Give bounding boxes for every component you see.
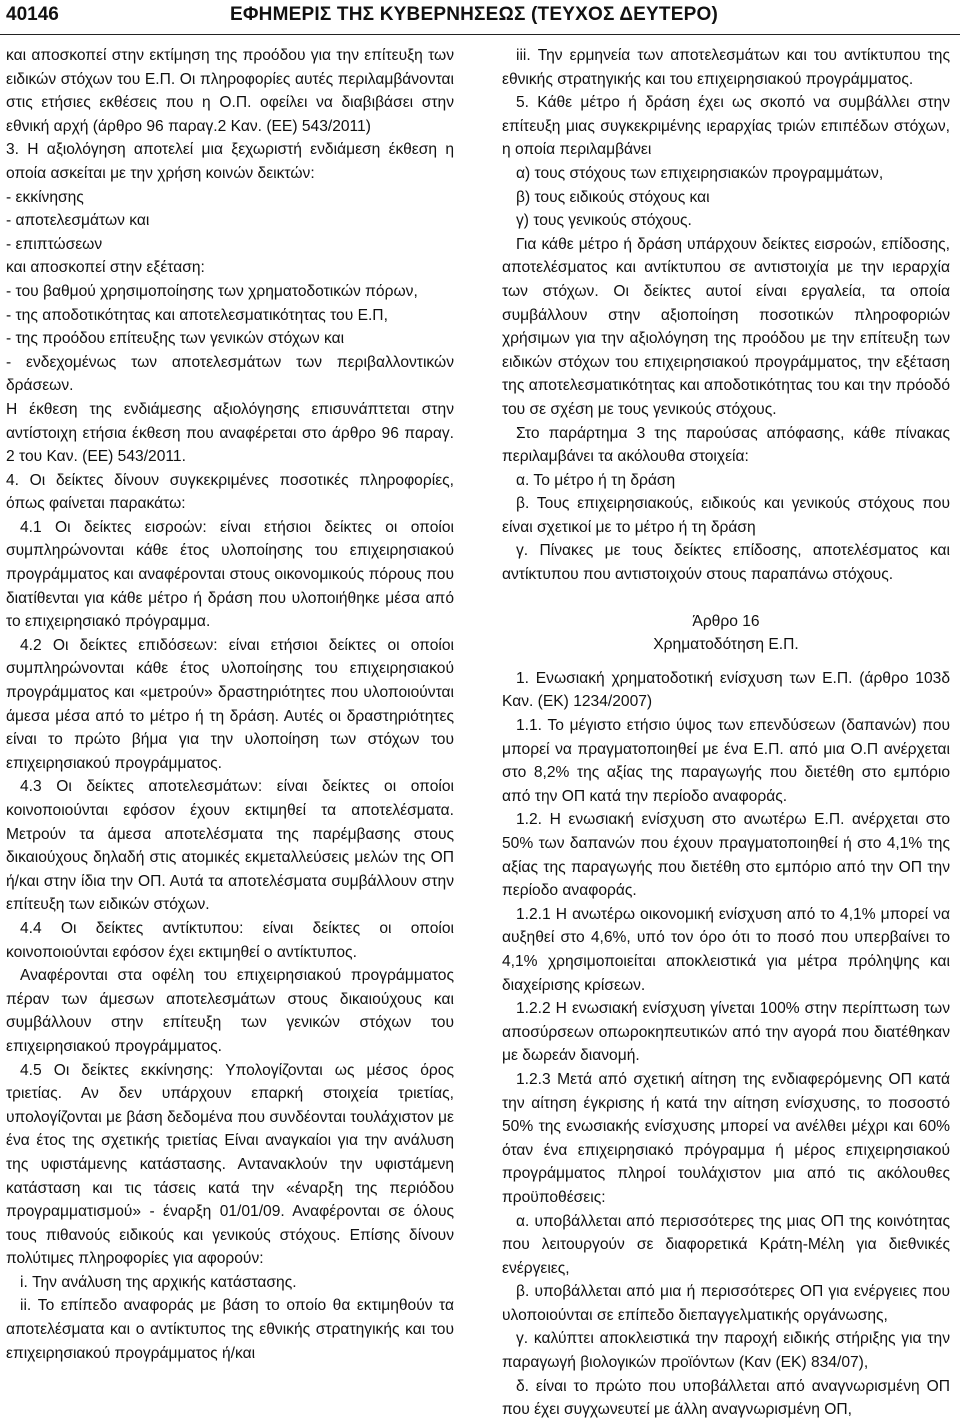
paragraph: iii. Την ερμηνεία των αποτελεσμάτων και του αντίκτυπου της εθνικής στρατηγικής και του επιχειρησιακού προγράμματος. xyxy=(502,47,950,88)
paragraph: 4.1 Οι δείκτες εισροών: είναι ετήσιοι δείκτες οι οποίοι συμπληρώνονται κάθε έτος υλοποίησης του επιχειρησιακού προγράμματος και αναφέρονται στους οικονομικούς πόρους που διατίθενται για κάθε μέτρο ή δράση που υλοποιήθηκε μέσα από το επιχειρησιακό πρόγραμμα. xyxy=(6,518,454,631)
paragraph: ii. Το επίπεδο αναφοράς με βάση το οποίο θα εκτιμηθούν τα αποτελέσματα και ο αντίκτυπος της εθνικής στρατηγικής και του επιχειρησιακού προγράμματος ή/και xyxy=(6,1297,454,1362)
paragraph: β. υποβάλλεται από μια ή περισσότερες ΟΠ για ενέργειες που υλοποιούνται σε επίπεδο διεπαγγελματικής οργάνωσης, xyxy=(502,1283,950,1324)
paragraph: 4. Οι δείκτες δίνουν συγκεκριμένες ποσοτικές πληροφορίες, όπως φαίνεται παρακάτω: xyxy=(6,471,454,513)
paragraph: i. Την ανάλυση της αρχικής κατάστασης. xyxy=(20,1273,297,1291)
paragraph: - αποτελεσμάτων και xyxy=(6,212,150,230)
paragraph: και αποσκοπεί στην εκτίμηση της προόδου για την επίτευξη των ειδικών στόχων του Ε.Π. Οι πληροφορίες αυτές περιλαμβάνονται στις ετήσιες εκθέσεις που η Ο.Π. οφείλει να διαβιβάσει στην εθνική αρχή (άρθρο 96 παραγ.2 Καν. (ΕΕ) 543/2011) xyxy=(6,47,454,135)
article-title: Χρηματοδότηση Ε.Π. xyxy=(653,636,799,654)
paragraph: γ) τους γενικούς στόχους. xyxy=(516,212,692,230)
page-number: 40146 xyxy=(6,4,59,25)
paragraph: 4.3 Οι δείκτες αποτελεσμάτων: είναι δείκτες οι οποίοι κοινοποιούνται εφόσον έχουν εκτιμηθεί τα αποτελέσματα. Μετρούν τα άμεσα αποτελέσματα της παρέμβασης στους δικαιούχους δηλαδή στις ατομικές εκμεταλλεύσεις μελών της ΟΠ ή/και στην ίδια την ΟΠ. Αυτά τα αποτελέσματα συμβάλλουν στην επίτευξη των ειδικών στόχων. xyxy=(6,778,454,914)
paragraph: 5. Κάθε μέτρο ή δράση έχει ως σκοπό να συμβάλλει στην επίτευξη μιας συγκεκριμένης ιεραρχίας τριών επιπέδων στόχων, η οποία περιλαμβάνει xyxy=(502,94,950,159)
paragraph: α) τους στόχους των επιχειρησιακών προγραμμάτων, xyxy=(516,164,884,182)
gazette-title: ΕΦΗΜΕΡΙΣ ΤΗΣ ΚΥΒΕΡΝΗΣΕΩΣ (ΤΕΥΧΟΣ ΔΕΥΤΕΡΟ) xyxy=(230,4,718,25)
article-number: Άρθρο 16 xyxy=(692,612,760,630)
paragraph: γ. καλύπτει αποκλειστικά την παροχή ειδικής στήριξης για την παραγωγή βιολογικών προϊόντων (Καν (ΕΚ) 834/07), xyxy=(502,1330,950,1372)
paragraph: α. Το μέτρο ή τη δράση xyxy=(516,471,676,489)
paragraph: 1.2.3 Μετά από σχετική αίτηση της ενδιαφερόμενης ΟΠ κατά την αίτηση έγκρισης ή κατά την αίτηση ενίσχυσης, το ποσοστό 50% της ενωσιακής ενίσχυσης μπορεί να ανέλθει μέχρι και 60% όταν ένα επιχειρησιακό πρόγραμμα ή μέρος επιχειρησιακού προγράμματος πληροί τουλάχιστον μια από τις ακόλουθες προϋποθέσεις: xyxy=(502,1070,950,1206)
paragraph: δ. είναι το πρώτο που υποβάλλεται από αναγνωρισμένη ΟΠ που έχει συγχωνευτεί με άλλη αναγνωρισμένη ΟΠ, xyxy=(502,1377,950,1419)
paragraph: Για κάθε μέτρο ή δράση υπάρχουν δείκτες εισροών, επίδοσης, αποτελέσματος και αντίκτυπου σε αντιστοιχία με την ιεραρχία των στόχων. Οι δείκτες αυτοί είναι εργαλεία, τα οποία συμβάλλουν στην αξιοποίηση ποσοτικών πληροφοριών χρήσιμων για την αξιολόγηση της προόδου με την επίτευξη των ειδικών στόχων του επιχειρησιακού προγράμματος, την εξέταση της αποτελεσματικότητας και αποδοτικότητας του και την πρόοδό του σε σχέση με τους γενικούς στόχους. xyxy=(502,235,950,418)
paragraph: 1. Ενωσιακή χρηματοδοτική ενίσχυση των Ε.Π. (άρθρο 103δ Καν. (ΕΚ) 1234/2007) xyxy=(502,669,950,711)
paragraph: - της προόδου επίτευξης των γενικών στόχων και xyxy=(6,330,345,348)
paragraph: - της αποδοτικότητας και αποτελεσματικότητας του Ε.Π, xyxy=(6,306,388,324)
paragraph: 1.2.1 Η ανωτέρω οικονομική ενίσχυση από το 4,1% μπορεί να αυξηθεί στο 4,6%, υπό τον όρο ότι το ποσό που υπερβαίνει το 4,1% χρησιμοποιείται αποκλειστικά για μέτρα πρόληψης και διαχείρισης κρίσεων. xyxy=(502,905,950,994)
paragraph: 4.4 Οι δείκτες αντίκτυπου: είναι δείκτες οι οποίοι κοινοποιούνται εφόσον έχει εκτιμηθεί ο αντίκτυπος. xyxy=(6,919,454,961)
paragraph: 4.5 Οι δείκτες εκκίνησης: Υπολογίζονται ως μέσος όρος τριετίας. Αν δεν υπάρχουν επαρκή στοιχεία τριετίας, υπολογίζονται με βάση δεδομένα που συνδέονται τουλάχιστον με ένα έτος της σχετικής τριετίας Είναι αναγκαίοι για την ανάλυση της υφιστάμενης κατάστασης. Αντανακλούν την υφιστάμενη κατάσταση και τις τάσεις κατά την «έναρξη της περιόδου προγραμματισμού» - έναρξη 01/01/09. Αναφέρονται σε όλους τους πιθανούς ειδικούς και γενικούς στόχους. Επίσης δίνουν πολύτιμες πληροφορίες για αφορούν: xyxy=(6,1061,454,1268)
paragraph: Αναφέρονται στα οφέλη του επιχειρησιακού προγράμματος πέραν των άμεσων αποτελεσμάτων στους δικαιούχους και συμβάλλουν στην επίτευξη των γενικών στόχων του επιχειρησιακού προγράμματος. xyxy=(6,967,454,1055)
paragraph: γ. Πίνακες με τους δείκτες επίδοσης, αποτελέσματος και αντίκτυπου που αντιστοιχούν στους παραπάνω στόχους. xyxy=(502,542,950,584)
paragraph: 3. Η αξιολόγηση αποτελεί μια ξεχωριστή ενδιάμεση έκθεση η οποία ασκείται με την χρήση κοινών δεικτών: xyxy=(6,141,454,182)
paragraph: 1.2. Η ενωσιακή ενίσχυση στο ανωτέρω Ε.Π. ανέρχεται στο 50% των δαπανών που έχουν πραγματοποιηθεί ή στο 4,1% της αξίας της παραγωγής που διετέθη στο εμπόριο από την ΟΠ την περίοδο αναφοράς. xyxy=(502,811,950,900)
paragraph: - του βαθμού χρησιμοποίησης των χρηματοδοτικών πόρων, xyxy=(6,282,418,300)
paragraph: και αποσκοπεί στην εξέταση: xyxy=(6,259,205,277)
paragraph: - επιπτώσεων xyxy=(6,235,103,253)
paragraph: 4.2 Οι δείκτες επιδόσεων: είναι ετήσιοι δείκτες οι οποίοι συμπληρώνονται κάθε έτος υλοποίησης του επιχειρησιακού προγράμματος και «μετρούν» δραστηριότητες που υλοποιούνται άμεσα μέσα από το μέτρο ή τη δράση. Αυτές οι δραστηριότητες είναι το πρώτο βήμα για την υλοποίηση των στόχων του επιχειρησιακού προγράμματος. xyxy=(6,636,454,772)
paragraph: β. Τους επιχειρησιακούς, ειδικούς και γενικούς στόχους που είναι σχετικοί με το μέτρο ή τη δράση xyxy=(502,495,950,536)
left-column xyxy=(6,44,454,1365)
page-header xyxy=(0,0,960,35)
paragraph: 1.1. Το μέγιστο ετήσιο ύψος των επενδύσεων (δαπανών) που μπορεί να πραγματοποιηθεί με ένα Ε.Π. από μια Ο.Π ανέρχεται στο 8,2% της αξίας της παραγωγής που διετέθη στο εμπόριο από την ΟΠ κατά την περίοδο αναφοράς. xyxy=(502,717,950,805)
paragraph: - ενδεχομένως των αποτελεσμάτων των περιβαλλοντικών δράσεων. xyxy=(6,353,454,395)
paragraph: Στο παράρτημα 3 της παρούσας απόφασης, κάθε πίνακας περιλαμβάνει τα ακόλουθα στοιχεία: xyxy=(502,424,950,466)
paragraph: α. υποβάλλεται από περισσότερες της μιας ΟΠ της κοινότητας που λειτουργούν σε διαφορετικά Κράτη-Μέλη για διεθνικές ενέργειες, xyxy=(502,1212,950,1277)
paragraph: β) τους ειδικούς στόχους και xyxy=(516,188,710,206)
right-column xyxy=(502,44,950,1422)
paragraph: 1.2.2 Η ενωσιακή ενίσχυση γίνεται 100% στην περίπτωση των αποσύρσεων οπωροκηπευτικών από την αγορά που διατέθηκαν με δωρεάν διανομή. xyxy=(502,1000,950,1065)
paragraph: - εκκίνησης xyxy=(6,188,84,206)
paragraph: Η έκθεση της ενδιάμεσης αξιολόγησης επισυνάπτεται στην αντίστοιχη ετήσια έκθεση που αναφέρεται στο άρθρο 96 παραγ. 2 του Καν. (ΕΕ) 543/2011. xyxy=(6,400,454,466)
